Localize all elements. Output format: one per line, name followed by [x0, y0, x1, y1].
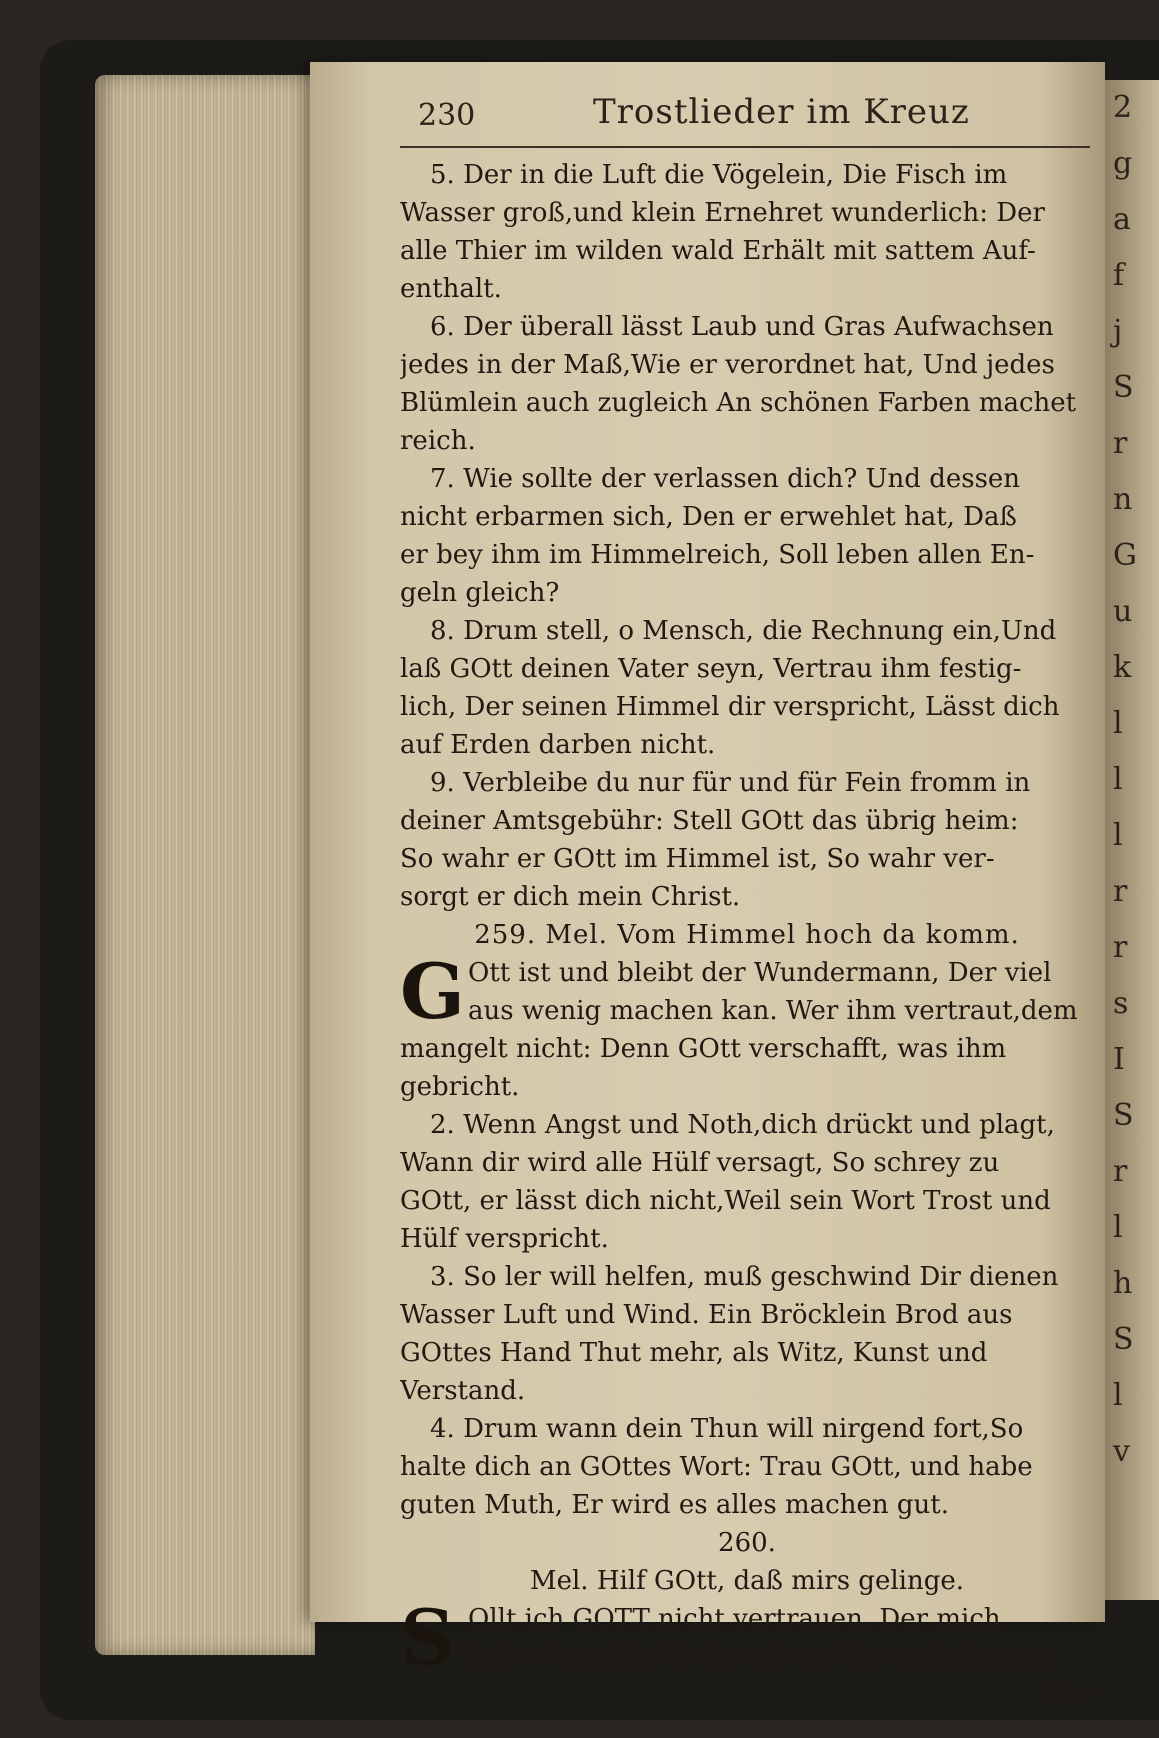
text-line: Wasser Luft und Wind. Ein Bröcklein Brod aus — [400, 1300, 1013, 1330]
facing-page-fragment: n — [1113, 482, 1133, 517]
text-line: liebt väterlich? Sollt ich auf ihn nicht bauen, — [468, 1642, 1056, 1672]
text-line: Hülf verspricht. — [400, 1224, 609, 1254]
facing-page-fragment: 2 — [1113, 90, 1133, 125]
hymn-260-number: 260. — [718, 1528, 776, 1558]
hymn-259-initial: G — [400, 947, 465, 1036]
running-title: Trostlieder im Kreuz — [593, 92, 970, 132]
text-line: 9. Verbleibe du nur für und für Fein fromm in — [430, 768, 1031, 798]
text-line: 7. Wie sollte der verlassen dich? Und dessen — [430, 464, 1021, 494]
text-line: 5. Der in die Luft die Vögelein, Die Fisch im — [430, 160, 1008, 190]
text-line: Blümlein auch zugleich An schönen Farben machet — [400, 388, 1077, 418]
text-line: 6. Der überall lässt Laub und Gras Aufwachsen — [430, 312, 1054, 342]
facing-page-fragment: h — [1113, 1266, 1133, 1301]
facing-page-fragment: l — [1113, 1210, 1123, 1245]
text-line: jedes in der Maß,Wie er verordnet hat, Und jedes — [400, 350, 1055, 380]
facing-page-fragment: r — [1113, 426, 1128, 461]
hymn-258-verses — [400, 156, 1094, 916]
text-line: laß GOtt deinen Vater seyn, Vertrau ihm festig- — [400, 654, 1022, 684]
text-line: auf Erden darben nicht. — [400, 730, 716, 760]
text-line: Verstand. — [400, 1376, 526, 1406]
text-line: enthalt. — [400, 274, 502, 304]
facing-page-fragment: f — [1113, 258, 1125, 293]
facing-page-fragment: I — [1113, 1042, 1125, 1077]
text-line: lich, Der seinen Himmel dir verspricht, Lässt dich — [400, 692, 1060, 722]
text-line: er bey ihm im Himmelreich, Soll leben allen En- — [400, 540, 1035, 570]
text-line: Ott ist und bleibt der Wundermann, Der viel — [468, 958, 1052, 988]
text-line: aus wenig machen kan. Wer ihm vertraut,dem — [468, 996, 1078, 1026]
text-line: gebricht. — [400, 1072, 520, 1102]
facing-page-fragment: r — [1113, 874, 1128, 909]
text-line: Wann dir wird alle Hülf versagt, So schrey zu — [400, 1148, 1000, 1178]
hymn-260-heading: Mel. Hilf GOtt, daß mirs gelinge. — [529, 1566, 965, 1596]
header-rule — [400, 146, 1090, 148]
hymn-260-initial: S — [400, 1593, 455, 1682]
text-line: 4. Drum wann dein Thun will nirgend fort,So — [430, 1414, 1024, 1444]
page-number: 230 — [418, 98, 476, 133]
facing-page-fragment: l — [1113, 706, 1123, 741]
text-line: 2. Wenn Angst und Noth,dich drückt und plagt, — [430, 1110, 1055, 1140]
facing-page-fragment: k — [1113, 650, 1132, 685]
page-edges — [95, 75, 315, 1655]
facing-page-fragment: s — [1113, 986, 1129, 1021]
facing-page-fragment: j — [1113, 314, 1123, 349]
facing-page-fragment: S — [1113, 370, 1134, 405]
facing-page-fragment: l — [1113, 1378, 1123, 1413]
text-line: halte dich an GOttes Wort: Trau GOtt, und habe — [400, 1452, 1033, 1482]
facing-page-fragment: l — [1113, 762, 1123, 797]
text-line: geln gleich? — [400, 578, 560, 608]
text-line: Ollt ich GOTT nicht vertrauen, Der mich — [468, 1604, 1001, 1634]
facing-page-fragment: g — [1113, 146, 1133, 181]
text-line: deiner Amtsgebühr: Stell GOtt das übrig heim: — [400, 806, 1019, 836]
facing-page-fragment: r — [1113, 1154, 1128, 1189]
text-line: sorgt er dich mein Christ. — [400, 882, 741, 912]
hymn-260-text — [400, 1593, 1094, 1682]
hymn-259-heading: 259. Mel. Vom Himmel hoch da komm. — [474, 920, 1020, 950]
text-line: So wahr er GOtt im Himmel ist, So wahr ver- — [400, 844, 995, 874]
facing-page-edge — [1105, 80, 1159, 1600]
facing-page-fragment: u — [1113, 594, 1133, 629]
page-text — [400, 156, 1094, 1714]
text-line: 8. Drum stell, o Mensch, die Rechnung ein,Und — [430, 616, 1057, 646]
facing-page-fragment: a — [1113, 202, 1131, 237]
text-line: 3. So ler will helfen, muß geschwind Dir dienen — [430, 1262, 1059, 1292]
text-line: alle Thier im wilden wald Erhält mit sattem Auf- — [400, 236, 1036, 266]
facing-page-fragment: r — [1113, 930, 1128, 965]
text-line: Wasser groß,und klein Ernehret wunderlich: Der — [400, 198, 1045, 228]
facing-page-fragment: G — [1113, 538, 1137, 573]
catchword: Der — [1045, 1680, 1094, 1710]
text-line: guten Muth, Er wird es alles machen gut. — [400, 1490, 949, 1520]
text-line: GOtt, er lässt dich nicht,Weil sein Wort Trost und — [400, 1186, 1051, 1216]
page-header — [418, 92, 1093, 136]
facing-page-fragment: S — [1113, 1098, 1134, 1133]
facing-page-fragment: l — [1113, 818, 1123, 853]
text-line: nicht erbarmen sich, Den er erwehlet hat, Daß — [400, 502, 1017, 532]
text-line: reich. — [400, 426, 476, 456]
text-line: GOttes Hand Thut mehr, als Witz, Kunst und — [400, 1338, 988, 1368]
text-line: mangelt nicht: Denn GOtt verschafft, was ihm — [400, 1034, 1007, 1064]
facing-page-fragment: v — [1113, 1434, 1130, 1469]
facing-page-fragment: S — [1113, 1322, 1134, 1357]
hymn-259-text — [400, 947, 1094, 1524]
